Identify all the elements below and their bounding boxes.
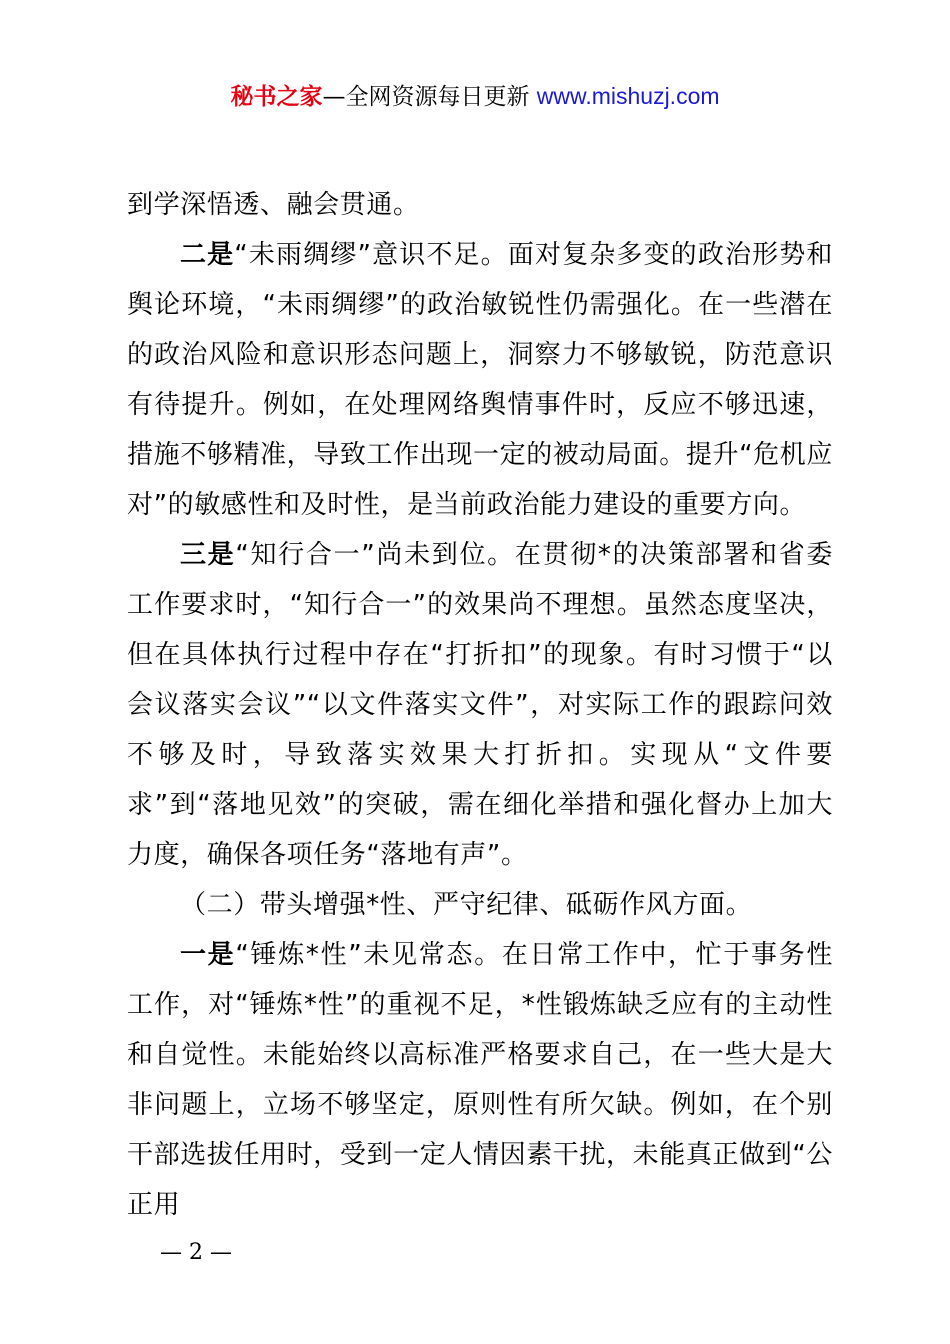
paragraph-continuation	[127, 180, 833, 230]
page-number: — 2 —	[160, 1240, 232, 1265]
paragraph-point-one	[127, 930, 833, 1230]
section-heading-text: （二）带头增强*性、严守纪律、砥砺作风方面。	[180, 890, 753, 920]
paragraph-point-three	[127, 530, 833, 880]
paragraph-text: “未雨绸缪”意识不足。面对复杂多变的政治形势和舆论环境，“未雨绸缪”的政治敏锐性仍需强化。在一些潜在的政治风险和意识形态问题上，洞察力不够敏锐，防范意识有待提升。例如，在处理网络舆情事件时，反应不够迅速，措施不够精准，导致工作出现一定的被动局面。提升“危机应对”的敏感性和及时性，是当前政治能力建设的重要方向。	[127, 240, 833, 520]
section-heading	[127, 880, 833, 930]
site-header	[0, 80, 950, 113]
paragraph-text: 到学深悟透、融会贯通。	[127, 190, 420, 220]
site-url-link[interactable]: www.mishuzj.com	[536, 83, 720, 109]
document-body	[127, 180, 833, 1230]
paragraph-lead: 三是	[180, 540, 236, 570]
paragraph-lead: 二是	[180, 240, 235, 270]
paragraph-text: “知行合一”尚未到位。在贯彻*的决策部署和省委工作要求时，“知行合一”的效果尚不理想。虽然态度坚决，但在具体执行过程中存在“打折扣”的现象。有时习惯于“以会议落实会议”“以文件落实文件”，对实际工作的跟踪问效不够及时，导致落实效果大打折扣。实现从“文件要求”到“落地见效”的突破，需在细化举措和强化督办上加大力度，确保各项任务“落地有声”。	[127, 540, 833, 870]
header-tagline: —全网资源每日更新	[322, 84, 537, 110]
paragraph-lead: 一是	[180, 940, 236, 970]
paragraph-text: “锤炼*性”未见常态。在日常工作中，忙于事务性工作，对“锤炼*性”的重视不足，*性锻炼缺乏应有的主动性和自觉性。未能始终以高标准严格要求自己，在一些大是大非问题上，立场不够坚定，原则性有所欠缺。例如，在个别干部选拔任用时，受到一定人情因素干扰，未能真正做到“公正用	[127, 940, 833, 1220]
brand-name: 秘书之家	[230, 84, 323, 110]
paragraph-point-two	[127, 230, 833, 530]
